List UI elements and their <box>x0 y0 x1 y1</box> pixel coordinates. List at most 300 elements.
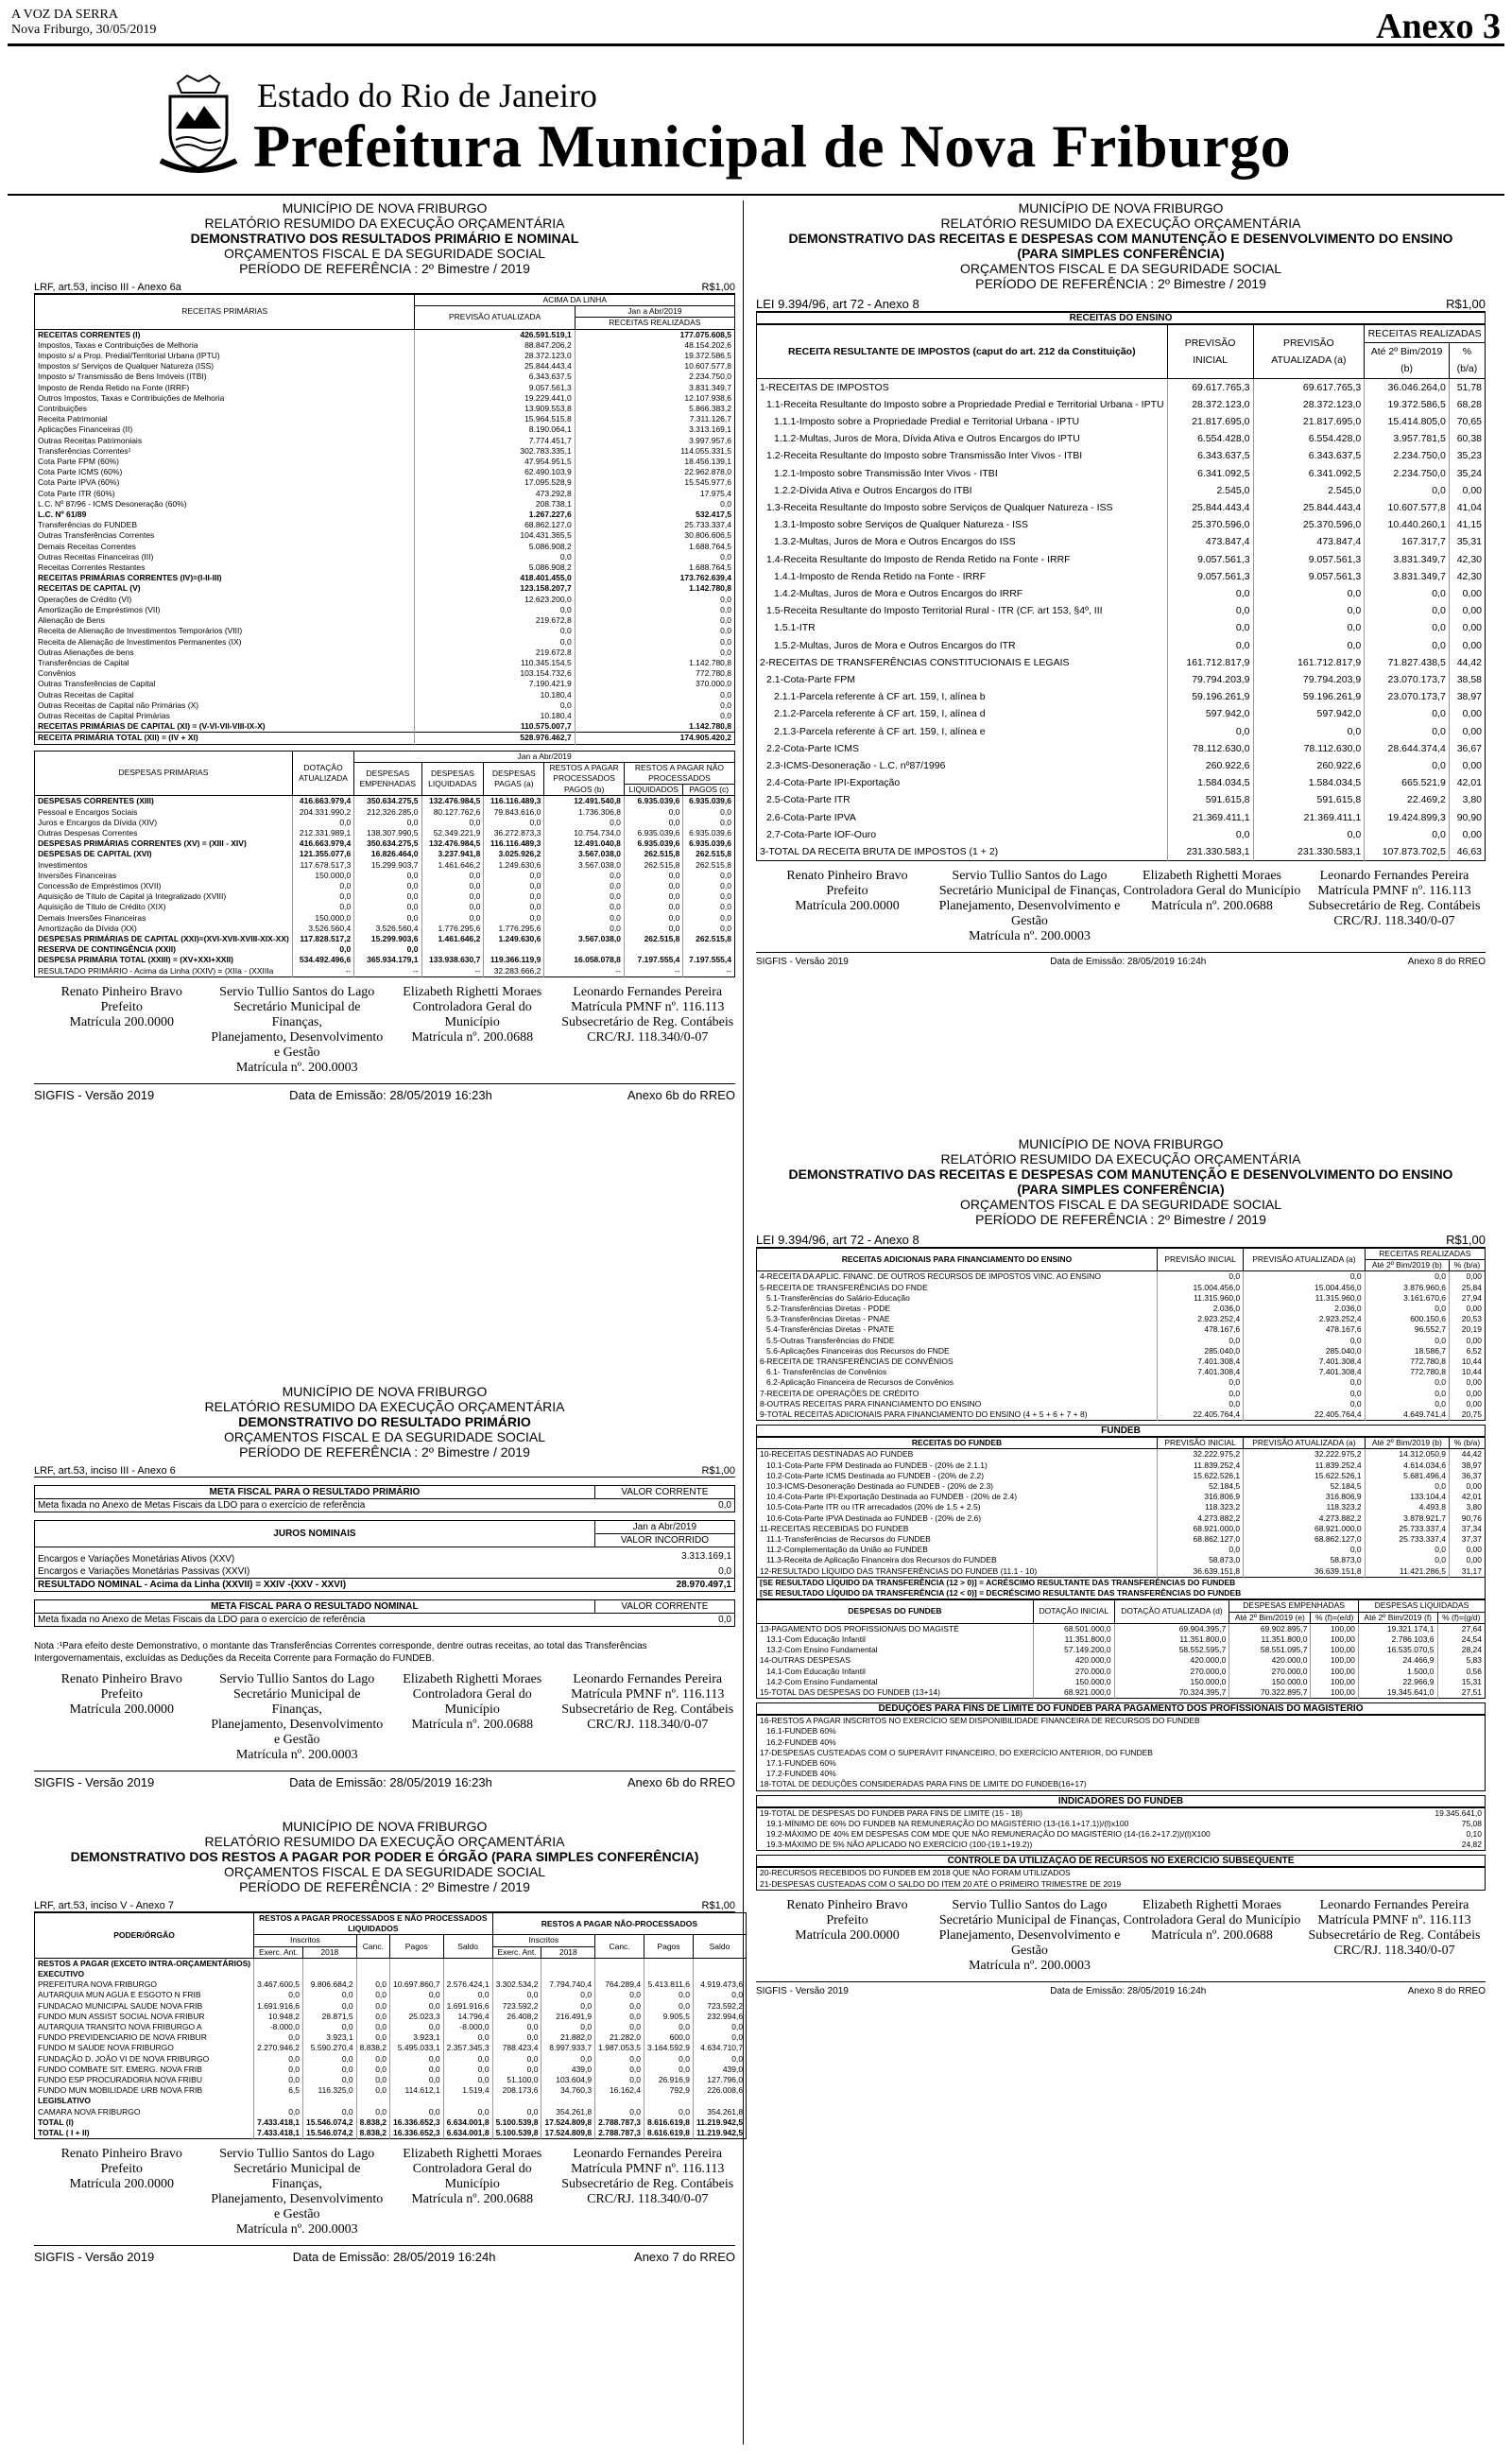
cell-value: 88.847.206,2 <box>415 340 575 351</box>
col-header: PREVISÃO ATUALIZADA (a) <box>1244 1249 1365 1271</box>
col-header: DESPESAS EMPENHADAS <box>1229 1600 1359 1612</box>
cell-value: 26.408,2 <box>492 2012 541 2022</box>
table-row <box>35 2107 747 2117</box>
report-payables <box>34 1819 744 2265</box>
signature-line: CRC/RJ. 118.340/0-07 <box>1333 914 1455 929</box>
cell-value: 59.196.261,9 <box>1167 688 1253 705</box>
cell-value: 3.164.592,9 <box>644 2043 694 2053</box>
cell-value: 226.008,6 <box>707 2085 744 2096</box>
cell-value: 2.788.787,3 <box>595 2128 644 2139</box>
cell-value: 0,0 <box>544 881 625 891</box>
cell-value: 3.302.534,2 <box>492 1979 541 1990</box>
cell-value: 0,00 <box>1466 1388 1482 1398</box>
cell-value: 103.154.732,6 <box>415 668 575 679</box>
table-body <box>757 1807 1486 1851</box>
table-row <box>757 774 1486 791</box>
cell-value: 7.311.126,7 <box>689 414 731 424</box>
footer-annex: Anexo 6b do RREO <box>627 1087 735 1102</box>
cell-value: 15.299.903,7 <box>354 860 421 871</box>
table-row <box>35 1958 747 1969</box>
row-label: 2.7-Cota-Parte IOF-Ouro <box>757 826 1168 843</box>
row-label: RESULTADO NOMINAL - Acima da Linha (XXVII) = XXIV -(XXV - XXVI) <box>35 1579 595 1592</box>
col-header: Exerc. Ant. <box>492 1946 541 1958</box>
cell-value: 0,0 <box>541 2022 595 2032</box>
signature <box>34 1672 210 1763</box>
cell-value: 0,0 <box>443 2075 492 2085</box>
cell-value: 161.712.817,9 <box>1253 654 1365 671</box>
cell-value: 0,0 <box>720 626 731 636</box>
cell-value: 4.493,8 <box>1365 1502 1449 1512</box>
report-header <box>756 1136 1486 1227</box>
cell-value: 6.554.428,0 <box>1253 430 1365 447</box>
table-row <box>35 818 735 828</box>
cell-value: 32.222.975,2 <box>1158 1449 1244 1460</box>
currency-unit: R$1,00 <box>701 282 735 293</box>
cell-value <box>254 1969 303 1979</box>
table-row <box>757 1667 1486 1677</box>
table-body <box>35 329 735 744</box>
col-header: Até 2º Bim/2019 (f) <box>1358 1612 1437 1623</box>
cell-value: 5.086.908,2 <box>415 542 575 552</box>
cell-value <box>1475 1769 1485 1779</box>
reference-period: PERÍODO DE REFERÊNCIA : 2º Bimestre / 2019 <box>239 1879 530 1894</box>
row-label: 11-RECEITAS RECEBIDAS DO FUNDEB <box>757 1524 1158 1534</box>
report-meta <box>756 297 1486 312</box>
table-row <box>757 1524 1486 1534</box>
cell-value: 52.184,5 <box>1244 1481 1365 1492</box>
cell-value: 0,0 <box>1244 1399 1365 1409</box>
col-header: RESTOS A PAGAR PROCESSADOS E NÃO PROCESSADOS LIQUIDADOS <box>254 1913 492 1935</box>
cell-value: 591.615,8 <box>1167 791 1253 808</box>
row-label: RECEITAS DE CAPITAL (V) <box>35 583 415 594</box>
cell-value: 0,0 <box>1167 585 1253 602</box>
cell-value: 132.476.984,5 <box>421 796 484 807</box>
cell-value: 426.591.519,1 <box>415 329 575 340</box>
signature-line: Renato Pinheiro Bravo <box>60 2147 182 2162</box>
cell-value: 71.827.438,5 <box>1365 654 1450 671</box>
row-label: AUTARQUIA TRANSITO NOVA FRIBURGO A <box>35 2022 254 2032</box>
cell-value: 78.112.630,0 <box>1167 740 1253 757</box>
report-footer <box>34 2245 735 2264</box>
table-row <box>757 1879 1486 1891</box>
cell-value: 0,00 <box>1466 1271 1482 1282</box>
table-row <box>757 1367 1486 1377</box>
cell-value: 0,0 <box>484 891 544 902</box>
cell-value: 11.421.286,5 <box>1365 1566 1449 1578</box>
cell-value: 6.935.039,6 <box>689 796 731 806</box>
cell-value: 3.567.038,0 <box>544 934 625 944</box>
signature-line: Controladora Geral do Município <box>412 999 532 1029</box>
table-row <box>757 585 1486 602</box>
cell-value: 7.401.308,4 <box>1244 1367 1365 1377</box>
cell-value: 7.774.451,7 <box>415 436 575 446</box>
table-row <box>757 1829 1486 1840</box>
cell-value <box>254 1958 303 1969</box>
cell-value: 0,0 <box>1167 826 1253 843</box>
cell-value: 118.323,2 <box>1158 1502 1244 1512</box>
cell-value: 418.401.455,0 <box>415 573 575 583</box>
cell-value: 772.780,8 <box>1365 1357 1449 1367</box>
row-label: FUNDO MUN MOBILIDADE URB NOVA FRIB <box>35 2085 254 2096</box>
cell-value: 25.733.337,4 <box>1365 1524 1449 1534</box>
signature-line: Elizabeth Righetti Moraes <box>403 2147 542 2162</box>
row-label: 1.5-Receita Resultante do Imposto Territorial Rural - ITR (CF. art 153, §4º, III <box>757 602 1168 619</box>
masthead-left <box>11 8 156 38</box>
cell-value: 21.817.695,0 <box>1167 413 1253 430</box>
table-row <box>757 1460 1486 1471</box>
row-label: RECEITA PRIMÁRIA TOTAL (XII) = (IV + XI) <box>35 733 415 744</box>
cell-value: 15,31 <box>1461 1676 1482 1686</box>
cell-value <box>1475 1726 1485 1737</box>
cell-value: 123.158.207,7 <box>415 583 575 594</box>
row-label: RESTOS A PAGAR (EXCETO INTRA-ORÇAMENTÁRIOS) <box>35 1958 254 1969</box>
cell-value <box>595 2096 644 2106</box>
row-label: Outras Receitas de Capital não Primárias (X) <box>35 700 415 711</box>
signature <box>756 869 938 944</box>
cell-value: 0,0 <box>731 1990 744 2000</box>
row-label: Receita de Alienação de Investimentos Permanentes (IX) <box>35 637 415 648</box>
table-row <box>757 671 1486 688</box>
table-row <box>35 626 735 636</box>
table-row <box>35 467 735 477</box>
currency-unit: R$1,00 <box>1446 1233 1486 1247</box>
row-label: 10.1-Cota-Parte FPM Destinada ao FUNDEB - (20% de 2.1.1) <box>757 1460 1158 1471</box>
cell-value <box>544 944 625 955</box>
cell-value: 42,30 <box>1456 570 1482 582</box>
cell-value <box>644 1958 694 1969</box>
cell-value: 0,0 <box>1253 602 1365 619</box>
table-row <box>757 1819 1486 1829</box>
signature-line: Matrícula nº. 200.0003 <box>969 929 1091 944</box>
table-row <box>757 1634 1486 1645</box>
cell-value: 0,0 <box>720 604 731 614</box>
cell-value <box>443 1969 492 1979</box>
cell-value <box>421 944 484 955</box>
cell-value: 3.567.038,0 <box>544 849 625 859</box>
table-row <box>35 542 735 552</box>
signature-line: Secretário Municipal de Finanças, <box>232 2162 361 2192</box>
cell-value: 10,44 <box>1461 1367 1482 1377</box>
cell-value <box>1473 1868 1486 1879</box>
row-value: 0,0 <box>718 1615 731 1625</box>
row-label: 1.3.1-Imposto sobre Serviços de Qualquer Natureza - ISS <box>757 516 1168 533</box>
signature <box>938 869 1121 944</box>
col-header: Saldo <box>443 1935 492 1958</box>
signature <box>1303 869 1486 944</box>
signature <box>210 2147 386 2238</box>
table-row <box>757 1271 1486 1283</box>
row-label: 6.1- Transferências de Convênios <box>757 1367 1158 1377</box>
table-row <box>35 562 735 573</box>
cell-value: 0,0 <box>1253 826 1365 843</box>
cell-value: 68,28 <box>1456 398 1482 410</box>
col-header: META FISCAL PARA O RESULTADO NOMINAL <box>35 1600 595 1614</box>
cell-value: 262.515,8 <box>696 859 731 870</box>
report-meta <box>756 1233 1486 1248</box>
cell-value: 69.617.765,3 <box>1167 378 1253 396</box>
cell-value: 0,0 <box>644 2054 694 2065</box>
col-header: % (b/a) <box>1449 343 1485 378</box>
cell-value: 0,0 <box>421 881 484 891</box>
table-row <box>35 372 735 382</box>
cell-value: 5,83 <box>1466 1655 1482 1666</box>
cell-value: 0,0 <box>720 870 731 880</box>
cell-value: 0,0 <box>492 2107 541 2117</box>
cell-value: 1.691.916,6 <box>443 2001 492 2012</box>
cell-value: 15.004.456,0 <box>1244 1283 1365 1293</box>
table-row <box>35 711 735 721</box>
row-label: 16.1-FUNDEB 60% <box>766 1726 836 1737</box>
cell-value: 416.663.979,4 <box>292 796 353 807</box>
row-label: 10.3-ICMS-Desoneração Destinada ao FUNDEB - (20% de 2.3) <box>757 1481 1158 1492</box>
cell-value: 47.954.951,5 <box>415 457 575 467</box>
cell-value <box>541 2096 595 2106</box>
cell-value: 0,00 <box>1466 1545 1482 1555</box>
cell-value: 0,0 <box>1244 1271 1365 1283</box>
cell-value: 350.634.275,5 <box>354 838 421 849</box>
cell-value: 6.634.001,8 <box>443 2128 492 2139</box>
cell-value: 316.806,9 <box>1244 1492 1365 1502</box>
signature <box>1303 1898 1486 1974</box>
signature-line: Matrícula 200.0000 <box>795 1927 900 1943</box>
signature <box>34 985 210 1076</box>
cell-value <box>390 1969 444 1979</box>
cell-value: 0,0 <box>1365 723 1450 740</box>
row-label: 11.2-Complementação da União ao FUNDEB <box>757 1545 1158 1555</box>
cell-value: 0,0 <box>624 818 682 828</box>
cell-value: 0,0 <box>354 871 421 881</box>
table-row <box>35 934 735 944</box>
cell-value: 90,90 <box>1456 811 1482 823</box>
signature-line: CRC/RJ. 118.340/0-07 <box>587 2192 709 2207</box>
cell-value: 0,0 <box>1365 637 1450 654</box>
col-header: % (f)=(e/d) <box>1311 1612 1358 1623</box>
col-header: RECEITAS REALIZADAS <box>1365 325 1486 343</box>
cell-value: 16.058.078,8 <box>544 955 625 965</box>
cell-value: 0,0 <box>720 923 731 933</box>
footer-system: SIGFIS - Versão 2019 <box>756 957 849 968</box>
col-header: DESPESAS DO FUNDEB <box>757 1600 1034 1623</box>
legal-basis: LEI 9.394/96, art 72 - Anexo 8 <box>756 1233 919 1247</box>
signature <box>560 985 736 1076</box>
cell-value <box>683 944 735 955</box>
table-row <box>35 552 735 562</box>
cell-value: 11.351.800,0 <box>1033 1634 1114 1645</box>
report-subtitle: (PARA SIMPLES CONFERÊNCIA) <box>1017 246 1225 261</box>
signature-line: Leonardo Fernandes Pereira <box>1319 869 1469 884</box>
cell-value: 68.921.000,0 <box>1244 1524 1365 1534</box>
signature-line: Leonardo Fernandes Pereira <box>573 2147 723 2162</box>
cell-value: 16.826.464,0 <box>354 849 421 859</box>
row-label: Encargos e Variações Monetárias Ativos (XXV) <box>38 1554 235 1564</box>
col-header: Até 2º Bim/2019 (b) <box>1365 343 1450 378</box>
row-label: RESERVA DE CONTINGÊNCIA (XXII) <box>35 944 293 955</box>
col-header: RESTOS A PAGAR NÃO PROCESSADOS <box>624 762 734 784</box>
cell-value: 133.938.630,7 <box>421 955 484 965</box>
table-row <box>757 1769 1486 1779</box>
cell-value: 10.180,4 <box>415 711 575 721</box>
cell-value <box>595 1969 644 1979</box>
cell-value: 35,31 <box>1456 536 1482 548</box>
cell-value: 21.369.411,1 <box>1167 809 1253 826</box>
cell-value: 6.634.001,8 <box>443 2117 492 2128</box>
row-label: DESPESAS CORRENTES (XIII) <box>35 796 293 807</box>
cell-value: 2.036,0 <box>1158 1304 1244 1314</box>
table-row <box>35 2117 747 2128</box>
cell-value: 6,5 <box>254 2085 303 2096</box>
table-row <box>757 1513 1486 1524</box>
cell-value <box>541 1958 595 1969</box>
table-row <box>757 791 1486 808</box>
cell-value <box>356 2096 389 2106</box>
table-row <box>35 340 735 351</box>
row-label: Imposto s/ Transmissão de Bens Imóveis (ITBI) <box>35 372 415 382</box>
cell-value: 8.616.619,8 <box>644 2128 694 2139</box>
cell-value: 0,0 <box>1253 637 1365 654</box>
cell-value: 0,0 <box>720 710 731 720</box>
row-label: FUNDO M SAUDE NOVA FRIBURGO <box>35 2043 254 2053</box>
row-label: 13.1-Com Educação Infantil <box>757 1634 1034 1645</box>
col-header: Saldo <box>693 1935 746 1958</box>
cell-value: 9.806.684,2 <box>303 1979 357 1990</box>
signature-line: Prefeito <box>826 1912 868 1927</box>
cell-value: 0,0 <box>354 902 421 912</box>
cell-value: 0,0 <box>595 2107 644 2117</box>
report-note: Nota :¹Para efeito deste Demonstrativo, o montante das Transferências Correntes corresponde, dentre outras receitas, ao total das Transferências Intergovernamentais, excluídas as Deduções da Receita Corrente para Formação do FUNDEB. <box>34 1641 647 1664</box>
cell-value: 270.000,0 <box>1114 1667 1229 1677</box>
row-label: EXECUTIVO <box>35 1969 254 1979</box>
report-title: DEMONSTRATIVO DOS RESULTADOS PRIMÁRIO E NOMINAL <box>190 231 579 246</box>
cell-value: 1.519,4 <box>443 2085 492 2096</box>
budgets: ORÇAMENTOS FISCAL E DA SEGURIDADE SOCIAL <box>224 1429 545 1444</box>
cell-value: 22.966,9 <box>1358 1677 1437 1687</box>
cell-value: 0,0 <box>544 871 625 881</box>
signatures <box>756 869 1486 944</box>
table-row <box>35 1979 747 1990</box>
cell-value: 270.000,0 <box>1229 1667 1311 1677</box>
col-header: 2018 <box>541 1946 595 1958</box>
cell-value: 0,0 <box>595 2065 644 2075</box>
cell-value: 5.495.033,1 <box>390 2043 444 2053</box>
cell-value: 0,0 <box>356 2075 389 2085</box>
reference-period: PERÍODO DE REFERÊNCIA : 2º Bimestre / 2019 <box>239 1444 530 1460</box>
table-row <box>757 1655 1486 1666</box>
row-label: 1.5.1-ITR <box>757 619 1168 636</box>
row-label: Cota Parte ITR (60%) <box>35 489 415 499</box>
col-header: RECEITAS ADICIONAIS PARA FINANCIAMENTO DO ENSINO <box>757 1249 1158 1271</box>
cell-value: 473.847,4 <box>1253 533 1365 550</box>
cell-value: 36.272.873,3 <box>484 828 544 838</box>
cell-value: 597.942,0 <box>1253 705 1365 722</box>
cell-value: 0,0 <box>720 647 731 657</box>
cell-value: 285.040,0 <box>1158 1346 1244 1357</box>
legal-basis: LEI 9.394/96, art 72 - Anexo 8 <box>756 297 919 311</box>
col-header: DESPESAS LIQUIDADAS <box>1358 1600 1485 1612</box>
signature-line: Matrícula nº. 200.0688 <box>411 2192 534 2207</box>
row-label: 1.3.2-Multas, Juros de Mora e Outros Encargos do ISS <box>757 533 1168 550</box>
row-label: 10.5-Cota-Parte ITR ou ITR arrecadados (20% de 1.5 + 2.5) <box>757 1502 1158 1512</box>
cell-value: 216.491,9 <box>541 2012 595 2022</box>
cell-value: 69.617.765,3 <box>1253 378 1365 396</box>
cell-value: 0,0 <box>720 912 731 923</box>
table-row <box>35 414 735 424</box>
budgets: ORÇAMENTOS FISCAL E DA SEGURIDADE SOCIAL <box>960 1197 1281 1212</box>
table-row <box>35 2032 747 2043</box>
cell-value: 20,75 <box>1461 1409 1482 1420</box>
cell-value: 1.142.780,8 <box>689 657 731 667</box>
cell-value: 12.107.938,6 <box>684 392 731 403</box>
cell-value: 0,0 <box>390 2054 444 2065</box>
col-header: DESPESAS PAGAS (a) <box>484 762 544 796</box>
cell-value: 173.762.639,4 <box>679 573 731 583</box>
row-label: Alienação de Bens <box>35 615 415 626</box>
cell-value: 28,24 <box>1461 1645 1482 1655</box>
cell-value: 232.994,6 <box>707 2011 744 2021</box>
cell-value: 9.057.561,3 <box>1167 551 1253 568</box>
cell-value <box>303 1969 357 1979</box>
table-row <box>35 2085 747 2096</box>
row-label: Receitas Correntes Restantes <box>35 562 415 573</box>
row-label: 2.4-Cota-Parte IPI-Exportação <box>757 774 1168 791</box>
table-row <box>757 1283 1486 1293</box>
row-label: [SE RESULTADO LÍQUIDO DA TRANSFERÊNCIA (12 > 0)] = ACRÉSCIMO RESULTANTE DAS TRANSFERÊNCIAS DO FUNDEB <box>757 1577 1486 1588</box>
cell-value: 19.321.174,1 <box>1358 1623 1437 1634</box>
cell-value: 24,82 <box>1461 1840 1482 1850</box>
deductions-table <box>756 1715 1486 1790</box>
table-row <box>35 658 735 668</box>
cell-value: 0,0 <box>390 2065 444 2075</box>
cell-value: 231.330.583,1 <box>1167 843 1253 861</box>
signature-line: Planejamento, Desenvolvimento e Gestão <box>211 2192 384 2222</box>
cell-value: 20,53 <box>1461 1314 1482 1324</box>
signature-line: Controladora Geral do Município <box>412 1687 532 1717</box>
cell-value: 3.161.670,6 <box>1365 1293 1449 1304</box>
table-row <box>35 807 735 818</box>
table-row <box>35 351 735 361</box>
cell-value: 23.070.173,7 <box>1365 688 1450 705</box>
table-row <box>757 1807 1486 1819</box>
row-label: RECEITAS CORRENTES (I) <box>35 329 415 340</box>
cell-value: 0,0 <box>1244 1377 1365 1388</box>
row-label: [SE RESULTADO LÍQUIDO DA TRANSFERÊNCIA (12 < 0)] = DECRÉSCIMO RESULTANTE DAS TRANSFERÊNCIAS DO FUNDEB <box>760 1588 1242 1599</box>
cell-value: 6.341.092,5 <box>1253 465 1365 482</box>
budgets: ORÇAMENTOS FISCAL E DA SEGURIDADE SOCIAL <box>224 1864 545 1879</box>
signature-line: Prefeito <box>826 884 868 899</box>
cell-value: 18.456.139,1 <box>684 457 731 467</box>
cell-value: 0,0 <box>1158 1377 1244 1388</box>
cell-value: 28.644.374,4 <box>1365 740 1450 757</box>
cell-value: 104.431.365,5 <box>415 530 575 541</box>
table-row <box>757 809 1486 826</box>
cell-value: 20,19 <box>1461 1324 1482 1335</box>
signature <box>210 985 386 1076</box>
cell-value: 0,0 <box>356 2012 389 2022</box>
row-label: 2.2-Cota-Parte ICMS <box>757 740 1168 757</box>
cell-value: 7.433.418,1 <box>254 2128 303 2139</box>
row-label: 3-TOTAL DA RECEITA BRUTA DE IMPOSTOS (1 + 2) <box>757 843 1168 861</box>
table-row <box>35 573 735 583</box>
table-row <box>35 520 735 530</box>
cell-value: 17.095.528,9 <box>415 477 575 488</box>
table-row <box>757 1623 1486 1634</box>
cell-value <box>1475 1779 1485 1790</box>
cell-value: 58.551.095,7 <box>1229 1645 1311 1655</box>
col-header: Jan a Abr/2019 <box>354 751 735 762</box>
cell-value: 116.325,0 <box>303 2085 357 2096</box>
cell-value: 219.672,8 <box>415 648 575 658</box>
row-value: 0,0 <box>718 1566 731 1577</box>
cell-value: 0,00 <box>1466 1481 1482 1492</box>
